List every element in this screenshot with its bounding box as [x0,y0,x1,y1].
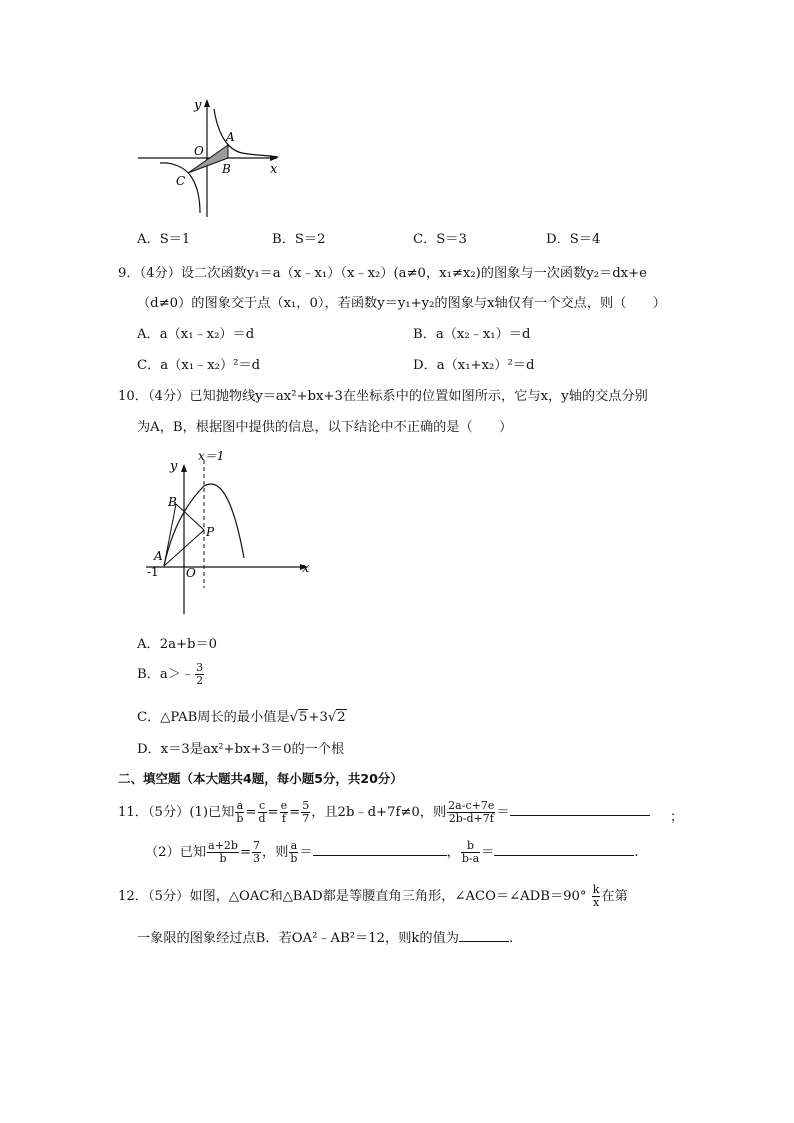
figure-parabola [142,448,317,618]
q10-stem-line1: 10．（4分）已知抛物线y＝ax²+bx+3在坐标系中的位置如图所示，它与x，y轴的交点分别 [118,389,648,404]
q10-stem-line2: 为A，B，根据图中提供的信息，以下结论中不正确的是（ ） [137,420,513,435]
q12-stem-line2: 一象限的图象经过点B．若OA²﹣AB²＝12，则k的值为 . [137,931,514,946]
q11-semicolon: ； [670,810,684,825]
q10-option-b-fraction [195,662,204,687]
frac-c-d: $\frac{c}{d}$ [258,799,266,825]
fig2-A-label: A [154,549,163,563]
q11-part2: （2）已知 $\frac{a+2b}{b}$ = $\frac{7}{3}$ ，则 $\frac{a}{b}$ ＝ ， $\frac{b}{b-a}$ ＝ . [145,839,639,865]
q10-option-c [137,706,347,725]
fig2-neg1-label: -1 [147,565,159,579]
frac-k-x: $\frac{k}{x}$ [592,883,600,909]
q8-option-c: C．S＝3 [413,232,467,247]
q9-option-a: A．a（x₁﹣x₂）＝d [137,327,255,342]
sqrt-5: √5 [289,710,308,725]
q8-option-b: B．S＝2 [272,232,326,247]
q10-option-c-mid: +3 [308,710,328,725]
answer-blank-11-2b[interactable] [494,843,634,856]
answer-blank-12[interactable] [459,929,509,942]
fig2-axis-label: x＝1 [198,449,225,463]
fig2-x-label: x [302,561,310,576]
q10-option-b-prefix: B．a＞﹣ [137,667,195,682]
fig1-C-label: C [176,174,186,188]
q11-part1: 11．（5分）(1)已知 $\frac{a}{b}$ = $\frac{c}{d}$ = $\frac{e}{f}$ = $\frac{5}{7}$ ，且2b﹣d+7f≠0，则 $\frac{2a-c+7e}{2b-d+7f}$ ＝ [118,800,650,825]
q8-option-a: A．S＝1 [137,232,191,247]
q9-stem-line1: 9．（4分）设二次函数y₁＝a（x﹣x₁）（x﹣x₂）(a≠0，x₁≠x₂)的图象与一次函数y₂＝dx+e [118,266,647,281]
frac-a2b-b: $\frac{a+2b}{b}$ [208,839,238,865]
q8-option-d: D．S＝4 [546,232,601,247]
fig2-y-label: y [170,459,178,474]
fig2-B-label: B [168,495,177,509]
frac-5-7: $\frac{5}{7}$ [302,799,310,825]
q12-stem-line1: 12．（5分）如图，△OAC和△BAD都是等腰直角三角形，∠ACO＝∠ADB＝90° $\frac{k}{x}$ 在第 [118,883,628,909]
q10-option-c-prefix: C．△PAB周长的最小值是 [137,710,290,725]
answer-blank-11-2a[interactable] [313,843,447,856]
q10-option-a: A．2a+b＝0 [137,637,218,652]
fig2-O-label: O [186,566,196,580]
frac-expression: $\frac{2a-c+7e}{2b-d+7f}$ [448,799,495,825]
fig1-y-label: y [194,98,202,113]
q9-option-d: D．a（x₁+x₂）²＝d [413,358,535,373]
q10-b-den: 2 [196,674,204,687]
frac-a-over-b: $\frac{a}{b}$ [290,839,298,865]
fig1-x-label: x [270,162,278,177]
q9-stem-line2: （d≠0）的图象交于点（x₁，0），若函数y＝y₁+y₂的图象与x轴仅有一个交点，则（ ） [137,296,666,311]
q9-option-c: C．a（x₁﹣x₂）²＝d [137,358,261,373]
figure-hyperbola [132,95,292,220]
frac-a-b: $\frac{a}{b}$ [236,799,244,825]
answer-blank-11-1[interactable] [510,803,650,816]
section-heading-fill-in: 二、填空题（本大题共4题，每小题5分，共20分） [118,771,403,786]
fig1-B-label: B [222,162,231,176]
frac-e-f: $\frac{e}{f}$ [280,799,288,825]
fig1-A-label: A [226,130,235,144]
q10-option-b [137,662,205,687]
frac-b-over-b-a: $\frac{b}{b-a}$ [461,839,480,865]
q9-option-b: B．a（x₂﹣x₁）＝d [413,327,531,342]
frac-7-3: $\frac{7}{3}$ [253,839,261,865]
fig1-O-label: O [194,144,204,158]
fig2-P-label: P [206,525,215,539]
q10-b-num: 3 [196,661,204,674]
sqrt-2: √2 [327,710,346,725]
q10-option-d: D．x＝3是ax²+bx+3＝0的一个根 [137,742,345,757]
